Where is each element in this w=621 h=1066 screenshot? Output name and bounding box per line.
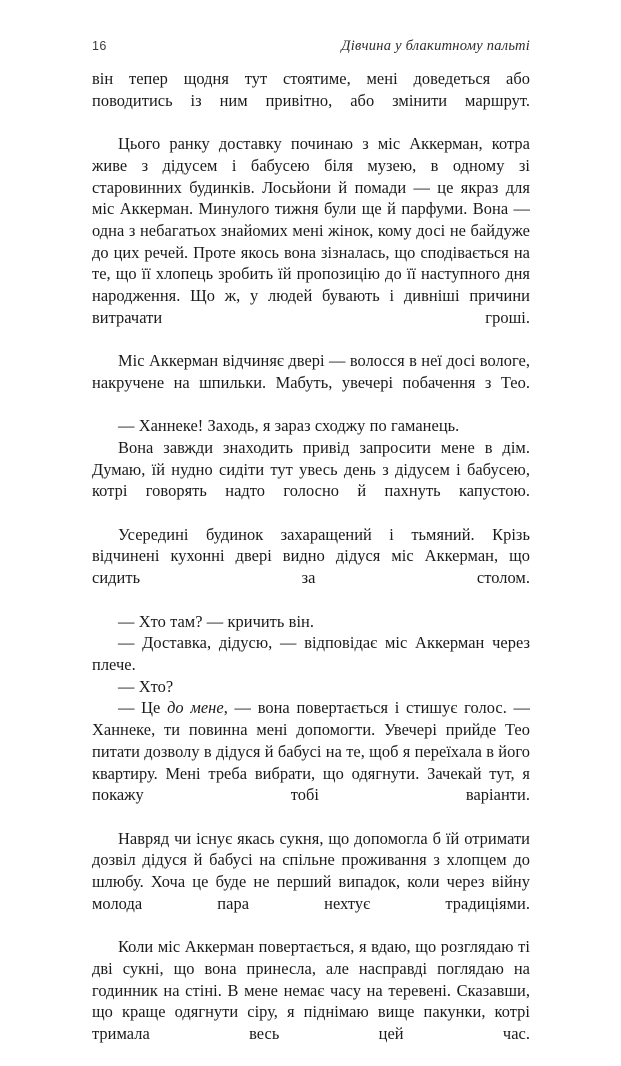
- paragraph: Цього ранку доставку починаю з міс Аккерман, котра живе з дідусем і бабусею біля музею, в одному зі старовинних будинків. Лосьйони й помади — це якраз для міс Аккерман. Минулого тижня були ще й парфуми. Вона — одна з небагатьох знайомих мені жінок, кому досі не байдуже до цих речей. Проте якось вона зізналась, що сподівається на те, що її хлопець зробить їй пропозицію до її наступного дня народження. Що ж, у людей бувають і дивніші причини витрачати гроші.: [92, 134, 530, 327]
- paragraph: Усередині будинок захаращений і тьмяний. Крізь відчинені кухонні двері видно дідуся міс Аккерман, що сидить за столом.: [92, 524, 530, 588]
- paragraph: Коли міс Аккерман повертається, я вдаю, що розглядаю ті дві сукні, що вона принесла, але насправді поглядаю на годинник на стіні. В мене немає часу на теревені. Сказавши, що краще одягнути сіру, я піднімаю вище пакунки, котрі тримала весь цей час.: [92, 937, 530, 1043]
- dialogue-line: — Доставка, дідусю, — відповідає міс Аккерман через плече.: [92, 633, 530, 674]
- paragraph: Міс Аккерман відчиняє двері — волосся в неї досі вологе, накручене на шпильки. Мабуть, увечері побачення з Тео.: [92, 351, 530, 392]
- dialogue-line: — Хто там? — кричить він.: [118, 611, 315, 631]
- dialogue-lead: — Це: [118, 698, 168, 718]
- paragraph: Навряд чи існує якась сукня, що допомогла б їй отримати дозвіл дідуся й бабусі на спільне проживання з хлопцем до шлюбу. Хоча це буде не перший випадок, коли через війну молода пара нехтує традиціями.: [92, 828, 530, 913]
- dialogue-line: — Ханнеке! Заходь, я зараз сходжу по гаманець.: [118, 416, 460, 436]
- paragraph-continuation: він тепер щодня тут стоятиме, мені доведеться або поводитись із ним привітно, або змінити маршрут.: [92, 69, 530, 110]
- dialogue-line-with-emphasis: [92, 697, 530, 827]
- dialogue-line: — Хто?: [118, 676, 174, 696]
- page-number: 16: [92, 39, 107, 53]
- emphasized-phrase: до мене: [167, 698, 224, 718]
- body-text-block: [92, 68, 530, 1066]
- book-title-running-head: Дівчина у блакитному пальті: [341, 38, 530, 54]
- running-head: [92, 38, 530, 56]
- paragraph: Вона завжди знаходить привід запросити мене в дім. Думаю, їй нудно сидіти тут увесь день з дідусем і бабусею, котрі говорять надто голосно й пахнуть капустою.: [92, 437, 530, 501]
- dialogue-rest: , — вона повертається і стишує голос. — Ханнеке, ти повинна мені допомогти. Увечері прийде Тео питати дозволу в дідуся й бабусі на те, щоб я переїхала в його квартиру. Мені треба вибрати, що одягнути. Зачекай тут, я покажу тобі варіанти.: [92, 698, 530, 805]
